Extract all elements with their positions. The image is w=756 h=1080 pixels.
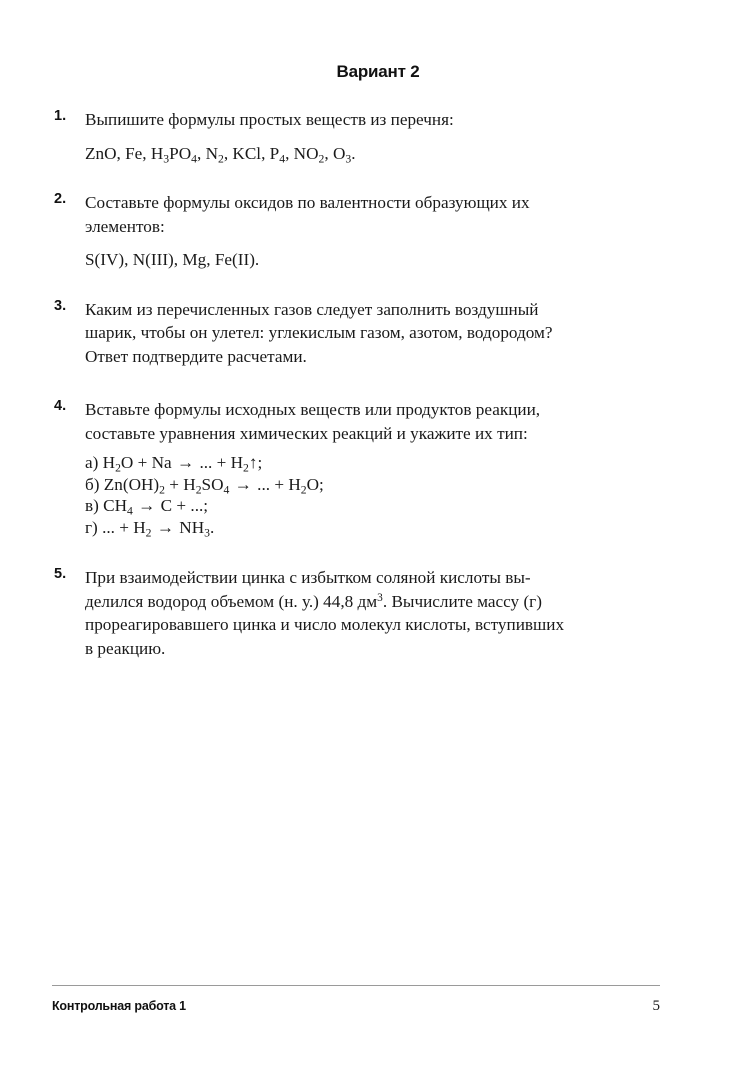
question-item-4 [0,398,756,538]
question-body [85,191,700,272]
question-text-line: Вставьте формулы исходных веществ или продуктов реакции, [85,400,541,419]
equation-expression: $Zn(OH)_2 + H_2SO_4$ → ... + $H_2O$; [103,474,324,496]
page-title: Вариант 2 [336,62,420,81]
question-number: 3. [54,297,67,314]
footer-divider [52,985,660,986]
question-text-line: шарик, чтобы он улетел: углекислым газом, азотом, водородом? [85,323,553,342]
question-number: 1. [54,108,67,124]
equation-item-v [85,495,700,517]
equation-label: в) [85,496,99,515]
question-body [85,398,700,538]
question-number: 4. [54,398,67,414]
question-text-line: составьте уравнения химических реакций и укажите их тип: [85,423,528,443]
question-body [85,566,700,660]
question-list [0,108,756,660]
question-item-5 [0,566,756,660]
equation-expression: $CH_4 \to C$ + ...; [103,496,209,518]
question-text-line: Каким из перечисленных газов следует заполнить воздушный [85,299,539,319]
question-item-2 [0,191,756,272]
equation-label: б) [85,474,100,494]
question-text-line: делился водород объемом (н. у.) 44,8 $дм^3$. Вычислите массу (г) [85,591,542,611]
equation-expression: $H_2O + Na$ → ... + $H_2↑$; [102,453,263,475]
question-text-line: прореагировавшего цинка и число молекул кислоты, вступивших [85,615,565,634]
chemical-formula-line: ZnO, Fe, $H_3PO_4$, $N_2$, KCl, $P_4$, $NO_2$, $O_3$. [85,143,356,165]
question-item-3 [0,298,756,369]
question-item-1 [0,108,756,165]
question-body [85,108,700,165]
page-number: 5 [652,998,660,1014]
chemical-formula-line: S(IV), N(III), Mg, Fe(II). [85,250,260,269]
equation-expression: ... + $H_2 \to NH_3$. [102,517,215,539]
footer-row [52,998,660,1015]
footer-label: Контрольная работа 1 [52,999,186,1013]
equation-label: г) [85,517,98,537]
question-text-line: Ответ подтвердите расчетами. [85,346,307,366]
equation-label: а) [85,453,99,472]
question-number: 5. [54,566,67,582]
question-text-line: Составьте формулы оксидов по валентности образующих их [85,193,530,212]
page-footer [52,985,660,1015]
question-number: 2. [54,191,67,207]
question-text-line: Выпишите формулы простых веществ из перечня: [85,110,454,129]
equation-list [85,452,700,538]
question-text-line: При взаимодействии цинка с избытком соляной кислоты вы- [85,568,531,587]
question-text-line: элементов: [85,216,165,236]
equation-item-a [85,452,700,474]
question-body [85,298,700,369]
question-text-line: в реакцию. [85,638,166,658]
equation-item-g [85,517,700,539]
equation-item-b [85,474,700,496]
